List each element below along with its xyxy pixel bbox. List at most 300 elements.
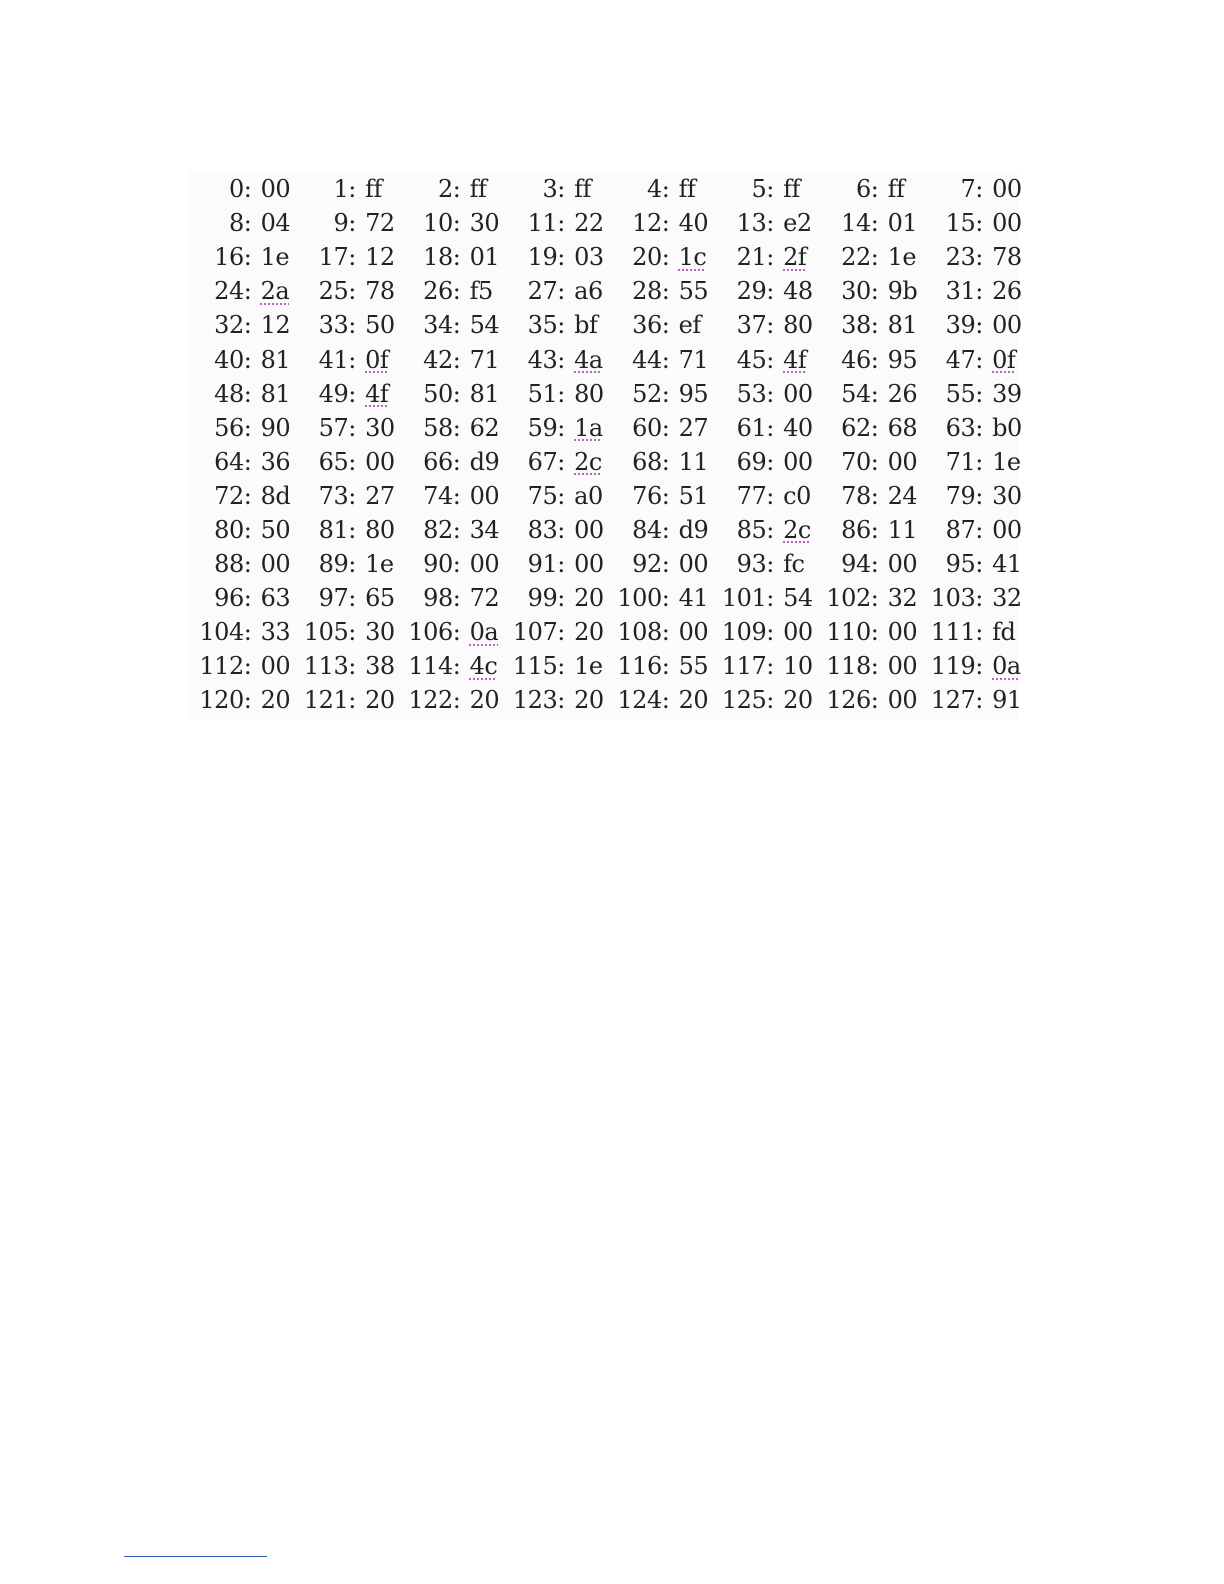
byte-offset: 26 (423, 277, 453, 306)
offset-separator: : (243, 175, 252, 204)
byte-value: 68 (887, 413, 918, 442)
hex-entry (815, 584, 920, 612)
offset-separator: : (348, 413, 356, 442)
byte-value: 1e (887, 243, 917, 272)
offset-separator: : (243, 209, 252, 238)
byte-offset: 121 (303, 686, 349, 715)
byte-offset: 118 (826, 652, 871, 681)
hex-entry (815, 311, 920, 339)
byte-value: 00 (260, 550, 291, 579)
byte-value: 27 (365, 481, 395, 510)
hex-entry (188, 209, 293, 237)
byte-offset: 24 (214, 277, 244, 306)
byte-offset: 74 (423, 481, 453, 510)
offset-separator: : (870, 175, 879, 204)
byte-value: 95 (887, 345, 918, 374)
byte-value: 00 (887, 618, 918, 647)
hex-entry (920, 584, 1025, 612)
footnote-separator (124, 1556, 267, 1557)
byte-offset: 63 (945, 413, 976, 442)
offset-separator: : (975, 345, 983, 374)
hex-entry (920, 550, 1025, 578)
byte-value: 91 (992, 686, 1022, 715)
byte-value: ff (887, 175, 905, 204)
hex-entry (188, 618, 293, 646)
byte-value: 00 (365, 447, 395, 476)
byte-value: 30 (469, 209, 500, 238)
byte-offset: 9 (333, 209, 349, 238)
hex-entry (397, 516, 502, 544)
hex-entry (397, 175, 502, 203)
byte-offset: 106 (408, 618, 453, 647)
byte-offset: 92 (632, 550, 662, 579)
hex-entry (293, 311, 398, 339)
byte-value: 80 (574, 379, 604, 408)
byte-offset: 102 (826, 584, 871, 613)
hex-entry (920, 311, 1025, 339)
byte-offset: 94 (841, 550, 871, 579)
hex-entry (188, 243, 293, 271)
byte-offset: 117 (721, 652, 767, 681)
byte-value-flagged: 4a (574, 345, 603, 374)
byte-value: 54 (783, 584, 813, 613)
offset-separator: : (557, 277, 565, 306)
byte-value: 26 (887, 379, 918, 408)
offset-separator: : (243, 515, 252, 544)
byte-value: 41 (678, 584, 709, 613)
hex-entry (815, 618, 920, 646)
byte-offset: 103 (930, 584, 976, 613)
hex-entry (397, 618, 502, 646)
byte-offset: 46 (841, 345, 871, 374)
byte-offset: 71 (945, 447, 976, 476)
byte-offset: 72 (214, 481, 244, 510)
hex-entry (502, 243, 607, 271)
hex-entry (397, 243, 502, 271)
byte-value: 81 (260, 345, 291, 374)
byte-offset: 16 (214, 243, 244, 272)
hex-entry (502, 414, 607, 442)
hex-entry (397, 482, 502, 510)
byte-value-flagged: 0f (992, 345, 1016, 374)
offset-separator: : (557, 447, 565, 476)
offset-separator: : (870, 515, 879, 544)
offset-separator: : (452, 209, 461, 238)
offset-separator: : (661, 379, 670, 408)
offset-separator: : (243, 550, 252, 579)
hex-entry (397, 448, 502, 476)
offset-separator: : (870, 379, 879, 408)
hex-entry (293, 175, 398, 203)
byte-offset: 78 (841, 481, 871, 510)
byte-value: 00 (887, 686, 918, 715)
byte-offset: 115 (512, 652, 558, 681)
byte-value: ff (365, 175, 382, 204)
byte-offset: 79 (945, 481, 976, 510)
offset-separator: : (348, 311, 356, 340)
byte-offset: 61 (736, 413, 767, 442)
byte-offset: 85 (736, 515, 767, 544)
byte-offset: 12 (632, 209, 662, 238)
byte-offset: 90 (423, 550, 453, 579)
hex-entry (188, 277, 293, 305)
hex-entry (502, 380, 607, 408)
hex-entry (293, 652, 398, 680)
hex-entry (188, 652, 293, 680)
byte-value: d9 (469, 447, 500, 476)
hex-entry (397, 652, 502, 680)
byte-offset: 54 (841, 379, 871, 408)
byte-offset: 43 (527, 345, 558, 374)
byte-offset: 31 (945, 277, 976, 306)
byte-value: ff (574, 175, 591, 204)
byte-offset: 40 (214, 345, 244, 374)
byte-value: 00 (783, 618, 813, 647)
offset-separator: : (975, 447, 983, 476)
hex-entry (815, 277, 920, 305)
byte-value: 20 (260, 686, 291, 715)
hex-entry (502, 175, 607, 203)
byte-offset: 110 (826, 618, 871, 647)
offset-separator: : (243, 413, 252, 442)
byte-offset: 8 (228, 209, 244, 238)
byte-value-flagged: 2f (783, 243, 807, 272)
offset-separator: : (766, 481, 774, 510)
byte-offset: 122 (408, 686, 453, 715)
hex-entry (293, 414, 398, 442)
offset-separator: : (452, 175, 461, 204)
byte-value-flagged: 4f (783, 345, 807, 374)
byte-value: 00 (574, 550, 604, 579)
offset-separator: : (348, 515, 356, 544)
byte-value: 80 (783, 311, 813, 340)
hex-entry (815, 346, 920, 374)
byte-value: b0 (992, 413, 1022, 442)
byte-offset: 87 (945, 515, 976, 544)
offset-separator: : (661, 345, 670, 374)
byte-offset: 112 (199, 652, 244, 681)
hex-entry (920, 686, 1025, 714)
hex-entry (711, 175, 816, 203)
hex-entry (397, 209, 502, 237)
offset-separator: : (348, 277, 356, 306)
offset-separator: : (661, 447, 670, 476)
hex-entry (711, 346, 816, 374)
offset-separator: : (243, 481, 252, 510)
byte-offset: 67 (527, 447, 558, 476)
byte-value: 71 (678, 345, 709, 374)
byte-offset: 20 (632, 243, 662, 272)
hex-entry (397, 686, 502, 714)
byte-offset: 111 (930, 618, 976, 647)
byte-value-flagged: 2a (260, 277, 290, 306)
byte-offset: 39 (945, 311, 976, 340)
offset-separator: : (243, 686, 252, 715)
offset-separator: : (243, 447, 252, 476)
byte-offset: 77 (736, 481, 767, 510)
byte-value: 11 (887, 515, 918, 544)
byte-offset: 80 (214, 515, 244, 544)
byte-offset: 55 (945, 379, 976, 408)
hex-entry (920, 380, 1025, 408)
hex-entry (606, 414, 711, 442)
byte-value: 39 (992, 379, 1022, 408)
offset-separator: : (870, 481, 879, 510)
byte-offset: 15 (945, 209, 976, 238)
byte-offset: 86 (841, 515, 871, 544)
byte-value: 63 (260, 584, 291, 613)
byte-value: 1e (574, 652, 603, 681)
byte-value: 40 (678, 209, 709, 238)
hex-entry (293, 448, 398, 476)
offset-separator: : (975, 277, 983, 306)
hex-entry (293, 380, 398, 408)
byte-offset: 62 (841, 413, 871, 442)
byte-value-flagged: 4c (469, 652, 498, 681)
hex-entry (502, 311, 607, 339)
byte-value: 00 (469, 550, 500, 579)
byte-value: 30 (365, 618, 395, 647)
offset-separator: : (348, 481, 356, 510)
offset-separator: : (661, 550, 670, 579)
hex-entry (815, 482, 920, 510)
offset-separator: : (452, 481, 461, 510)
offset-separator: : (557, 379, 565, 408)
hex-entry (188, 346, 293, 374)
byte-offset: 123 (512, 686, 558, 715)
offset-separator: : (243, 345, 252, 374)
offset-separator: : (870, 277, 879, 306)
byte-value: ef (678, 311, 701, 340)
hex-entry (711, 243, 816, 271)
hex-entry (397, 584, 502, 612)
hex-entry (711, 380, 816, 408)
byte-value: 34 (469, 515, 500, 544)
hex-entry (293, 550, 398, 578)
offset-separator: : (870, 311, 879, 340)
hex-entry (293, 516, 398, 544)
byte-value-flagged: 1a (574, 413, 603, 442)
offset-separator: : (452, 311, 461, 340)
hex-entry (502, 516, 607, 544)
byte-value: 20 (469, 686, 500, 715)
byte-offset: 41 (318, 345, 349, 374)
byte-offset: 35 (527, 311, 558, 340)
byte-value: 01 (469, 243, 500, 272)
hex-entry (815, 243, 920, 271)
byte-value: 81 (887, 311, 918, 340)
hex-entry (815, 652, 920, 680)
offset-separator: : (870, 209, 879, 238)
byte-value: 65 (365, 584, 395, 613)
offset-separator: : (557, 311, 565, 340)
hex-entry (606, 686, 711, 714)
byte-value: 30 (365, 413, 395, 442)
byte-value: a6 (574, 277, 603, 306)
byte-offset: 21 (736, 243, 767, 272)
hex-entry (920, 652, 1025, 680)
byte-offset: 28 (632, 277, 662, 306)
byte-value: 41 (992, 550, 1022, 579)
byte-offset: 11 (527, 209, 558, 238)
byte-value: 1e (365, 550, 394, 579)
offset-separator: : (557, 515, 565, 544)
hex-entry (502, 686, 607, 714)
byte-value: 72 (469, 584, 500, 613)
byte-value: 12 (365, 243, 395, 272)
byte-value-flagged: 4f (365, 379, 389, 408)
byte-value: 20 (574, 686, 604, 715)
hex-entry (188, 311, 293, 339)
hex-entry (293, 243, 398, 271)
byte-offset: 81 (318, 515, 349, 544)
byte-offset: 52 (632, 379, 662, 408)
offset-separator: : (243, 243, 252, 272)
byte-offset: 109 (721, 618, 767, 647)
hex-entry (606, 550, 711, 578)
byte-offset: 127 (930, 686, 976, 715)
byte-value: 78 (365, 277, 395, 306)
byte-offset: 88 (214, 550, 244, 579)
byte-value: fd (992, 618, 1016, 647)
offset-separator: : (870, 243, 879, 272)
byte-value: 20 (783, 686, 813, 715)
hex-entry (920, 414, 1025, 442)
byte-offset: 64 (214, 447, 244, 476)
byte-offset: 45 (736, 345, 767, 374)
offset-separator: : (766, 652, 774, 681)
byte-offset: 104 (199, 618, 244, 647)
byte-offset: 58 (423, 413, 453, 442)
byte-value: f5 (469, 277, 493, 306)
offset-separator: : (348, 584, 356, 613)
offset-separator: : (348, 243, 356, 272)
byte-value: ff (783, 175, 800, 204)
byte-offset: 101 (721, 584, 767, 613)
offset-separator: : (975, 481, 983, 510)
byte-value: 00 (469, 481, 500, 510)
byte-offset: 19 (527, 243, 558, 272)
byte-offset: 50 (423, 379, 453, 408)
offset-separator: : (243, 618, 252, 647)
byte-value: 71 (469, 345, 500, 374)
hex-entry (188, 516, 293, 544)
offset-separator: : (766, 413, 774, 442)
byte-value: 00 (992, 311, 1022, 340)
offset-separator: : (870, 413, 879, 442)
byte-offset: 59 (527, 413, 558, 442)
byte-value: 32 (992, 584, 1022, 613)
byte-offset: 65 (318, 447, 349, 476)
byte-offset: 1 (333, 175, 349, 204)
hex-entry (188, 482, 293, 510)
offset-separator: : (243, 277, 252, 306)
hex-entry (606, 311, 711, 339)
offset-separator: : (975, 175, 983, 204)
byte-value: 27 (678, 413, 709, 442)
hex-entry (711, 277, 816, 305)
byte-value: 03 (574, 243, 604, 272)
hex-entry (920, 516, 1025, 544)
offset-separator: : (557, 209, 565, 238)
byte-offset: 13 (736, 209, 767, 238)
byte-offset: 66 (423, 447, 453, 476)
byte-offset: 42 (423, 345, 453, 374)
byte-value-flagged: 2c (574, 447, 602, 476)
hex-entry (711, 516, 816, 544)
byte-value: 62 (469, 413, 500, 442)
byte-offset: 75 (527, 481, 558, 510)
byte-offset: 108 (617, 618, 662, 647)
byte-offset: 124 (617, 686, 662, 715)
byte-offset: 3 (542, 175, 558, 204)
offset-separator: : (452, 379, 461, 408)
offset-separator: : (975, 209, 983, 238)
byte-value: 90 (260, 413, 291, 442)
offset-separator: : (870, 447, 879, 476)
byte-offset: 27 (527, 277, 558, 306)
offset-separator: : (661, 311, 670, 340)
offset-separator: : (766, 345, 774, 374)
byte-value: 00 (992, 515, 1022, 544)
byte-offset: 105 (303, 618, 349, 647)
offset-separator: : (766, 686, 774, 715)
byte-value: 11 (678, 447, 709, 476)
byte-value: 04 (260, 209, 291, 238)
byte-offset: 36 (632, 311, 662, 340)
offset-separator: : (557, 243, 565, 272)
byte-offset: 25 (318, 277, 349, 306)
hex-entry (502, 277, 607, 305)
byte-offset: 17 (318, 243, 349, 272)
hex-dump-table (188, 172, 1022, 720)
byte-offset: 14 (841, 209, 871, 238)
byte-value: d9 (678, 515, 709, 544)
offset-separator: : (975, 686, 983, 715)
byte-value: 38 (365, 652, 395, 681)
byte-value: 55 (678, 652, 709, 681)
offset-separator: : (870, 584, 879, 613)
byte-offset: 119 (930, 652, 976, 681)
byte-offset: 68 (632, 447, 662, 476)
byte-value: 00 (260, 652, 291, 681)
hex-entry (815, 448, 920, 476)
byte-value: 50 (260, 515, 291, 544)
offset-separator: : (766, 550, 774, 579)
hex-entry (188, 686, 293, 714)
byte-value: 00 (783, 379, 813, 408)
byte-offset: 18 (423, 243, 453, 272)
byte-offset: 107 (512, 618, 558, 647)
hex-entry (606, 277, 711, 305)
offset-separator: : (766, 311, 774, 340)
offset-separator: : (975, 584, 983, 613)
offset-separator: : (870, 652, 879, 681)
byte-offset: 116 (617, 652, 662, 681)
offset-separator: : (452, 413, 461, 442)
byte-value: e2 (783, 209, 812, 238)
offset-separator: : (557, 413, 565, 442)
byte-value-flagged: 0a (992, 652, 1021, 681)
hex-entry (711, 209, 816, 237)
byte-value: 00 (260, 175, 291, 204)
offset-separator: : (557, 686, 565, 715)
hex-entry (606, 380, 711, 408)
hex-entry (711, 482, 816, 510)
hex-entry (711, 618, 816, 646)
hex-entry (502, 550, 607, 578)
byte-value: 1e (260, 243, 290, 272)
